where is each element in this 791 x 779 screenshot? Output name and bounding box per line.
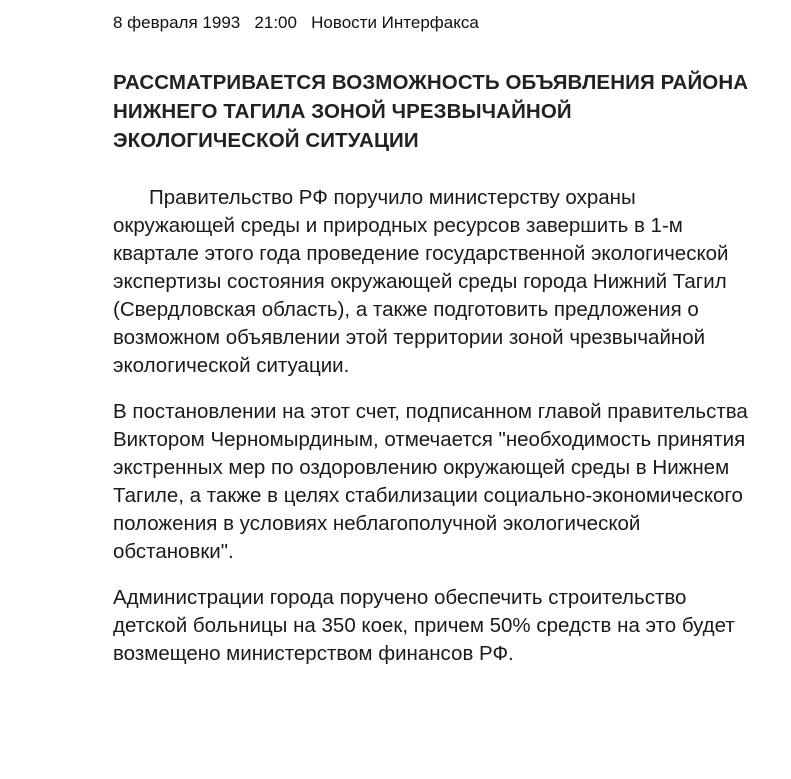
article-date: 8 февраля 1993 (113, 13, 241, 32)
article-time: 21:00 (254, 13, 297, 32)
article-source: Новости Интерфакса (311, 13, 479, 32)
article-paragraph-2: В постановлении на этот счет, подписанном главой правительства Виктором Черномырдиным, отмечается "необходимость принятия экстренных мер по оздоровлению окружающей среды в Нижнем Тагиле, а также в целях стабилизации социально-экономического положения в условиях неблагополучной экологической обстановки". (113, 400, 748, 563)
article-paragraph-1: Правительство РФ поручило министерству охраны окружающей среды и природных ресурсов завершить в 1-м квартале этого года проведение государственной экологической экспертизы состояния окружающей среды города Нижний Тагил (Свердловская область), а также подготовить предложения о возможном объявлении этой территории зоной чрезвычайной экологической ситуации. (113, 186, 729, 377)
article-paragraph-3: Администрации города поручено обеспечить строительство детской больницы на 350 коек, причем 50% средств на это будет возмещено министерством финансов РФ. (113, 586, 735, 665)
article-body (113, 184, 753, 668)
article-headline: РАССМАТРИВАЕТСЯ ВОЗМОЖНОСТЬ ОБЪЯВЛЕНИЯ РАЙОНА НИЖНЕГО ТАГИЛА ЗОНОЙ ЧРЕЗВЫЧАЙНОЙ ЭКОЛОГИЧЕСКОЙ СИТУАЦИИ (113, 71, 749, 152)
article-meta (113, 12, 479, 34)
